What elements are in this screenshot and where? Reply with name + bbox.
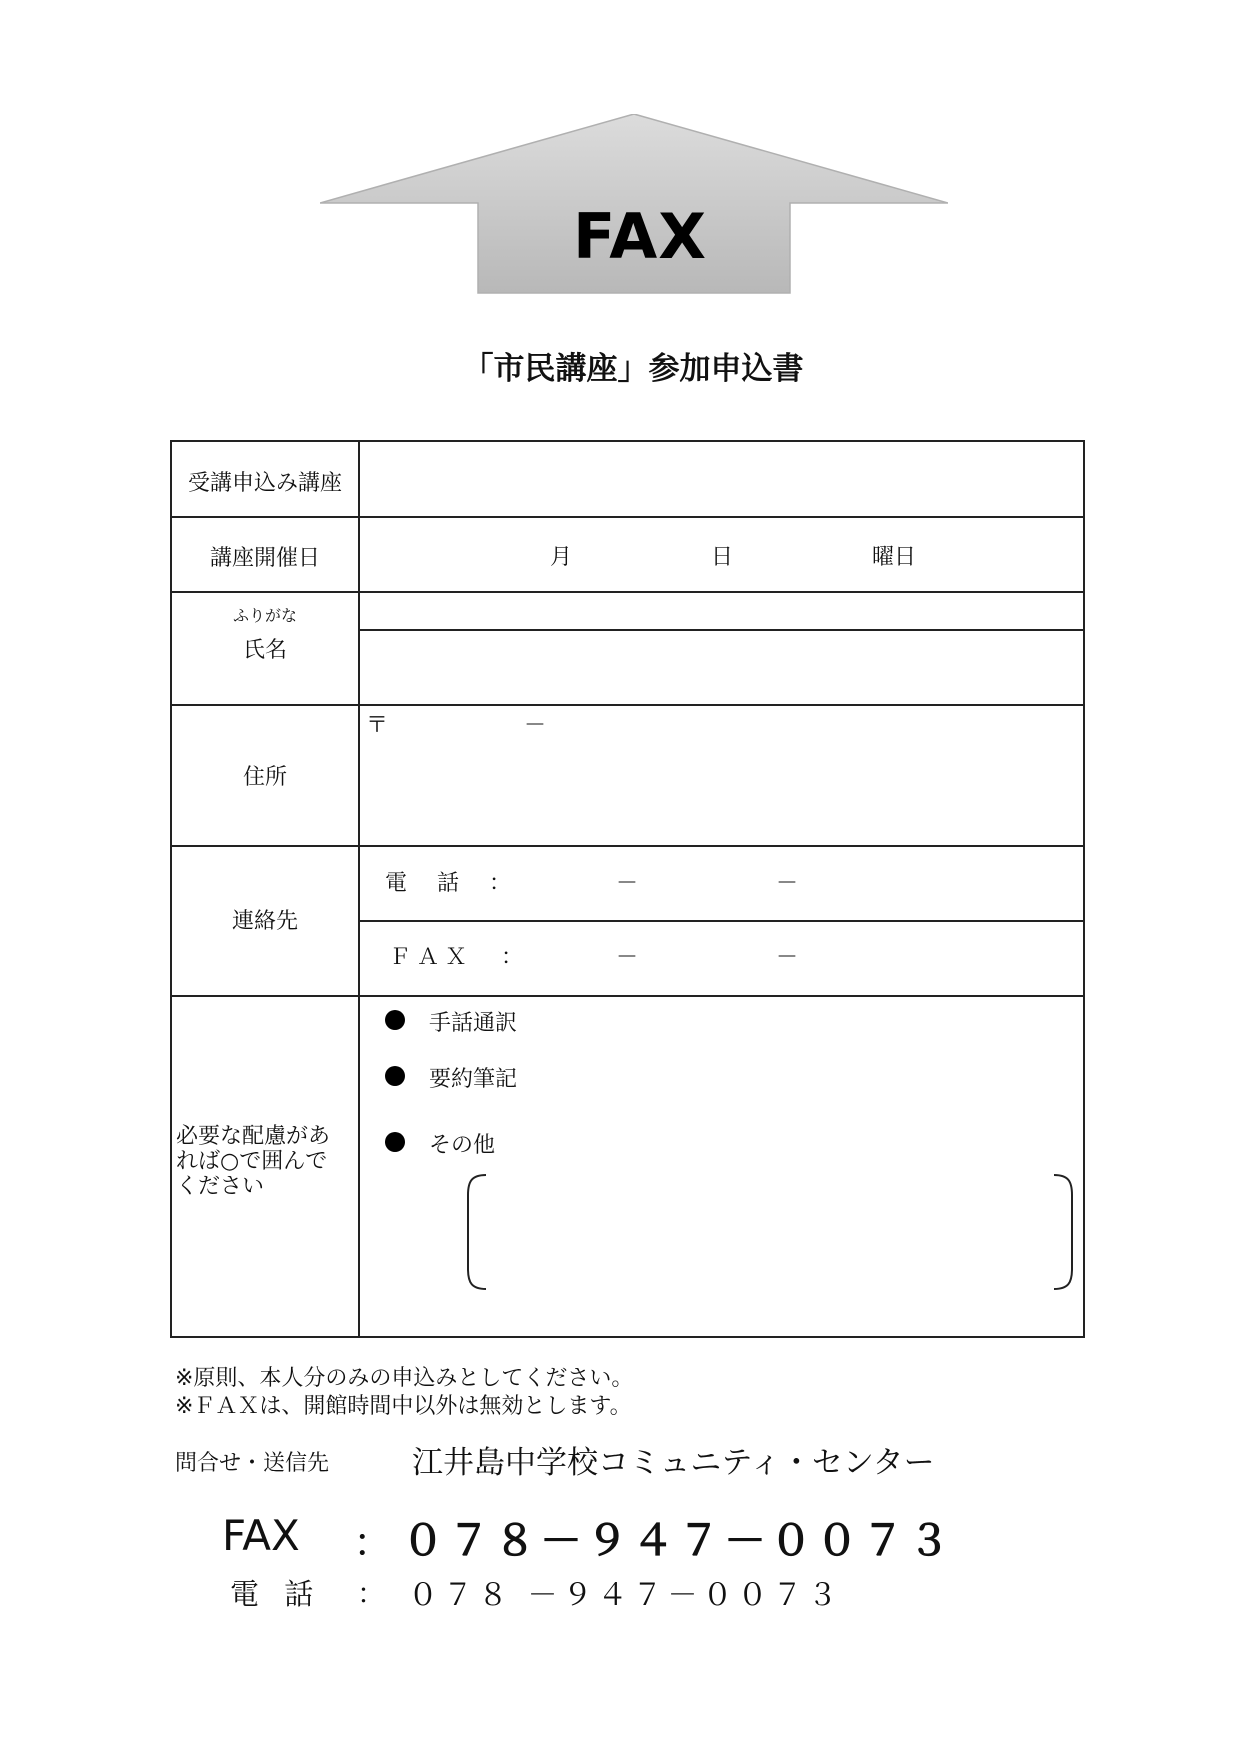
postal-dash: －: [524, 713, 547, 738]
date-month-label: 月: [550, 545, 573, 570]
option-sign-language[interactable]: 手話通訳: [429, 1011, 518, 1036]
address-input-area[interactable]: [362, 737, 1082, 842]
furigana-divider: [358, 629, 1083, 631]
furigana-label: ふりがな: [232, 606, 297, 625]
contact-fax-colon: ：: [353, 1520, 393, 1566]
row-divider: [172, 704, 1083, 706]
phone-label: 電 話 ：: [385, 871, 516, 896]
row-divider: [172, 591, 1083, 593]
contact-phone-colon: ：: [357, 1577, 386, 1610]
bullet-icon: [385, 1010, 405, 1030]
name-label: 氏名: [242, 638, 287, 663]
contact-divider: [358, 920, 1083, 922]
postal-mark: 〒: [366, 713, 389, 738]
contact-label: 連絡先: [231, 909, 298, 934]
course-input-area[interactable]: [362, 444, 1082, 514]
date-day-label: 日: [711, 545, 734, 570]
accommodation-label: 必要な配慮があれば○で囲んでください: [176, 1124, 331, 1199]
organization-name: 江井島中学校コミュニティ・センター: [412, 1445, 935, 1481]
row-divider: [172, 516, 1083, 518]
course-label: 受講申込み講座: [187, 471, 342, 496]
phone-dash-1: －: [616, 871, 639, 896]
phone-dash-2: －: [776, 871, 799, 896]
contact-phone-label: 電 話: [230, 1577, 322, 1611]
column-divider: [358, 442, 360, 1336]
option-other[interactable]: その他: [429, 1133, 496, 1158]
row-divider: [172, 995, 1083, 997]
form-title: 「市民講座」参加申込書: [462, 351, 804, 387]
bullet-icon: [385, 1132, 405, 1152]
fax-dash-1: －: [616, 945, 639, 970]
note-line: ※原則、本人分のみの申込みとしてください。: [175, 1366, 634, 1391]
bullet-icon: [385, 1066, 405, 1086]
fax-dash-2: －: [776, 945, 799, 970]
contact-fax-number: ０７８－９４７－００７３: [402, 1516, 955, 1565]
fax-arrow-label: FAX: [572, 200, 708, 273]
contact-phone-number: ０７８ －９４７－００７３: [408, 1578, 843, 1613]
contact-heading: 問合せ・送信先: [175, 1451, 330, 1476]
note-line: ※ＦＡＸは、開館時間中以外は無効とします。: [175, 1394, 632, 1419]
date-label: 講座開催日: [209, 546, 320, 571]
option-summary-writing[interactable]: 要約筆記: [429, 1067, 518, 1092]
application-form: [170, 440, 1085, 1338]
date-weekday-label: 曜日: [872, 545, 917, 570]
name-input-area[interactable]: [362, 632, 1082, 702]
address-label: 住所: [242, 765, 287, 790]
other-details-bracket[interactable]: [464, 1173, 1076, 1293]
fax-label: ＦＡＸ ：: [389, 945, 530, 970]
furigana-input-area[interactable]: [362, 594, 1082, 628]
row-divider: [172, 845, 1083, 847]
contact-fax-label: FAX: [222, 1511, 300, 1560]
